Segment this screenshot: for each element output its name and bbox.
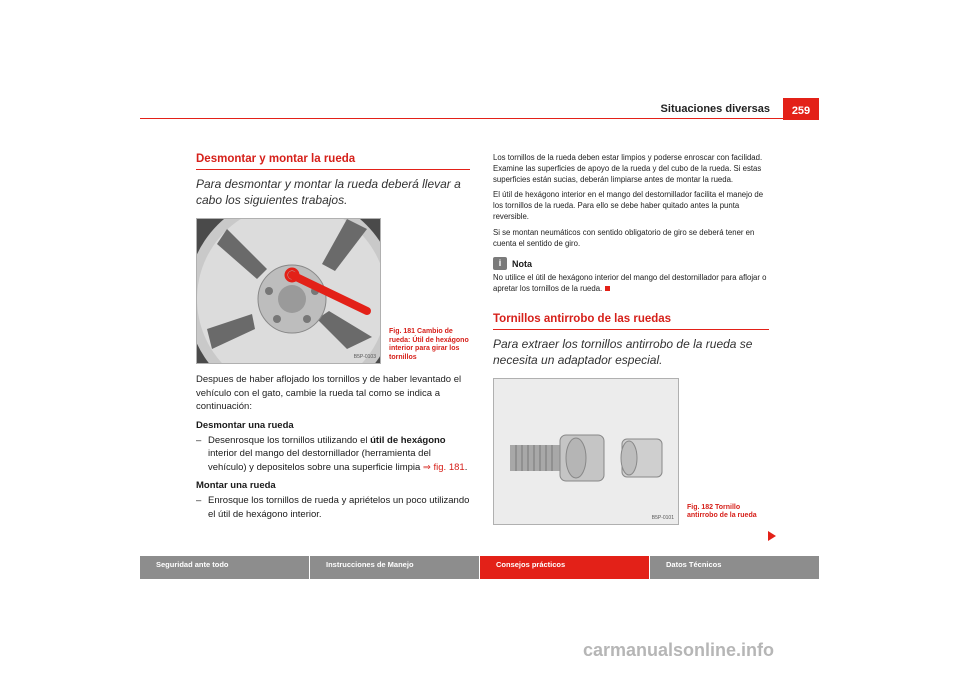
figure-181-image <box>196 218 381 364</box>
section-title-desmontar: Desmontar y montar la rueda <box>196 153 470 170</box>
antitheft-bolt-illustration <box>494 379 678 524</box>
wheel-illustration <box>197 219 380 363</box>
note-label: Nota <box>512 258 532 269</box>
paragraph-1: Los tornillos de la rueda deben estar limpios y poderse enroscar con facilidad. Examine las superficies de apoyo de la rueda y del cubo de la rueda. Si estas superficies están sucias, deberán limpiarse antes de montar la rueda. <box>493 153 763 184</box>
figure-reference-link[interactable]: ⇒ fig. 181 <box>422 461 465 473</box>
list-item-text: Desenrosque los tornillos utilizando el <box>208 434 371 446</box>
list-item-text: interior del mango del destornillador (herramienta del vehículo) y depositelos sobre una superficie limpia <box>208 448 431 473</box>
bold-term: útil de hexágono <box>370 434 446 446</box>
note-text: No utilice el útil de hexágono interior del mango del destornillador para aflojar o apretar los tornillos de la rueda. <box>493 273 767 294</box>
figure-182-image <box>493 378 679 525</box>
section-lead-antirrobo: Para extraer los tornillos antirrobo de la rueda se necesita un adaptador especial. <box>493 336 753 367</box>
figure-181-caption: Fig. 181 Cambio de rueda: Útil de hexágono interior para girar los tornillos <box>389 328 469 361</box>
page-number: 259 <box>783 98 819 120</box>
arrow-right-icon[interactable] <box>768 531 776 541</box>
figure-181 <box>196 218 470 364</box>
figure-182 <box>493 378 769 525</box>
paragraph-2: El útil de hexágono interior en el mango del destornillador facilita el manejo de los tornillos de la rueda. Para ello se debe haber quitado antes la punta reversible. <box>493 190 764 221</box>
running-header-title: Situaciones diversas <box>660 103 770 115</box>
figure-181-code: B5P-0103 <box>353 354 376 360</box>
dash-bullet: – <box>196 495 202 506</box>
section-title-antirrobo: Tornillos antirrobo de las ruedas <box>493 313 769 330</box>
figure-182-code: B5P-0101 <box>651 514 674 521</box>
end-marker-icon <box>605 286 610 291</box>
info-note-icon: i <box>493 257 507 270</box>
header-rule <box>140 118 819 119</box>
subheading-montar: Montar una rueda <box>196 480 276 491</box>
left-column <box>196 153 470 521</box>
tab-seguridad[interactable]: Seguridad ante todo <box>140 556 309 579</box>
list-item-text: Enrosque los tornillos de rueda y apriételos un poco utilizando el útil de hexágono interior. <box>208 495 470 520</box>
footer-nav <box>140 556 819 579</box>
subheading-desmontar: Desmontar una rueda <box>196 419 294 431</box>
intro-paragraph: Despues de haber aflojado los tornillos y de haber levantado el vehículo con el gato, cambie la rueda tal como se indica a continuación: <box>196 374 462 412</box>
dash-bullet: – <box>196 434 202 446</box>
note-heading <box>493 257 769 270</box>
list-item-montar <box>196 494 470 521</box>
right-column <box>493 153 769 525</box>
figure-182-caption: Fig. 182 Tornillo antirrobo de la rueda <box>687 503 757 520</box>
tab-consejos[interactable]: Consejos prácticos <box>480 556 649 579</box>
list-item-text: . <box>464 461 468 473</box>
watermark: carmanualsonline.info <box>583 640 775 660</box>
section-lead: Para desmontar y montar la rueda deberá llevar a cabo los siguientes trabajos. <box>196 177 461 207</box>
tab-instrucciones[interactable]: Instrucciones de Manejo <box>310 556 479 579</box>
tab-datos[interactable]: Datos Técnicos <box>650 556 819 579</box>
list-item-desmontar <box>196 434 470 475</box>
paragraph-3: Si se montan neumáticos con sentido obligatorio de giro se deberá tener en cuenta el sentido de giro. <box>493 227 755 248</box>
